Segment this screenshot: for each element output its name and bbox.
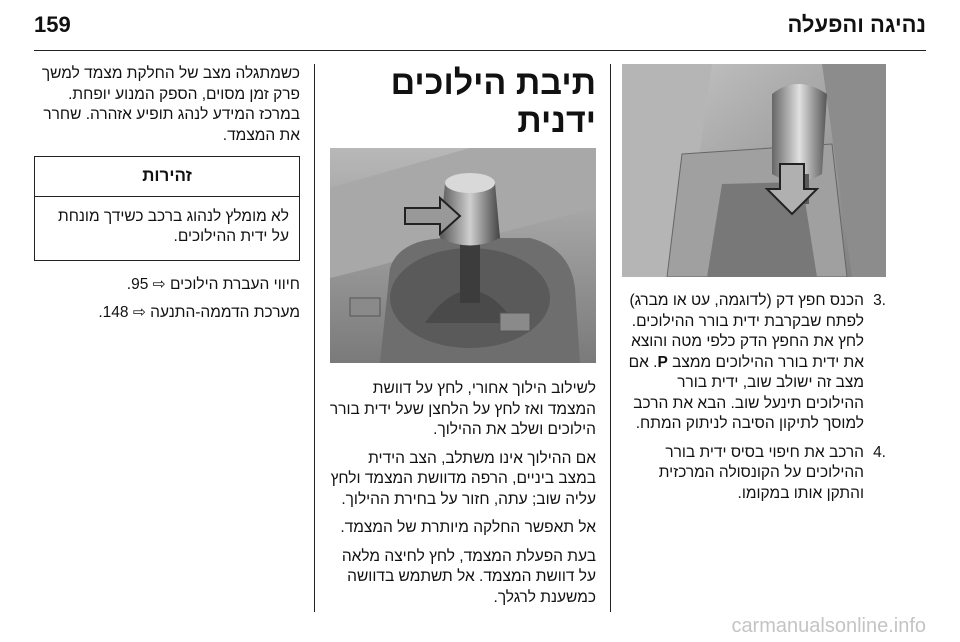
step-number: 4. [873,443,886,461]
step-text: הכנס חפץ דק (לדוגמה, עט או מברג) לפתח שבקרבת ידית בורר ההילוכים. לחץ את החפץ הדק כלפי מטה והוצא את ידית בורר ההילוכים ממצב [629,292,864,371]
clutch-slip-paragraph: כשמתגלה מצב של החלקת מצמד למשך פרק זמן מסוים, הספק המנוע יופחת. במרכז המידע לנהג תופיע אזהרה. שחרר את המצמד. [41,65,300,144]
shift-lever-release-photo [622,64,886,277]
right-column [622,64,886,512]
manual-gear-lever-photo [330,148,596,363]
middle-column [328,64,596,616]
column-divider [314,64,315,612]
watermark: carmanualsonline.info [731,615,926,637]
left-column [34,64,300,332]
reference-text: מערכת הדממה-התנעה [150,304,300,321]
step-text: . אם מצב זה ישולב שוב, ידית בורר ההילוכים תינעל שוב. הבא את הרכב למוסך לתיקון הסיבה לניתוק המתח. [628,353,864,432]
arrow-reference-icon: ⇨ [132,304,146,321]
list-item [622,443,886,505]
warning-title: זהירות [35,157,299,197]
warning-box [34,156,300,261]
gear-not-engaging-paragraph: אם ההילוך אינו משתלב, הצב הידית במצב ביניים, הרפה מדוושת המצמד ולחץ עליה שוב; עתה, חזור על בחירת ההילוך. [330,449,596,508]
reference-page: 148. [98,304,129,321]
section-title: נהיגה והפעלה [787,12,926,37]
park-position-label: P [657,353,668,371]
list-item [622,291,886,435]
reverse-gear-paragraph: לשילוב הילוך אחורי, לחץ על דוושת המצמד ואז לחץ על הלחצן שעל ידית בורר הילוכים ושלב את ההילוך. [329,380,596,438]
reference-text: חיווי העברת הילוכים [169,275,300,293]
step-text: הרכב את חיפוי בסיס ידית בורר ההילוכים על הקונסולה המרכזית והתקן אותו במקומו. [658,443,864,502]
page-number: 159 [34,12,71,37]
clutch-slip-warning-paragraph: אל תאפשר החלקה מיותרת של המצמד. [340,519,596,536]
manual-transmission-heading: תיבת הילוכים ידנית [390,64,596,140]
reference-page: 95. [126,275,149,293]
page-header [34,0,926,51]
step-number: 3. [873,292,886,309]
reference-line-stop-start[interactable] [34,303,300,324]
column-divider [610,64,611,612]
warning-text: לא מומלץ לנהוג ברכב כשידך מונחת על ידית ההילוכים. [57,207,289,245]
release-procedure-steps [622,291,886,504]
arrow-reference-icon: ⇨ [152,275,166,293]
clutch-pedal-paragraph: בעת הפעלת המצמד, לחץ לחיצה מלאה על דוושת המצמד. אל תשתמש בדוושה כמשענת לרגלך. [341,547,596,606]
reference-line-gear-indicator[interactable] [34,275,300,296]
